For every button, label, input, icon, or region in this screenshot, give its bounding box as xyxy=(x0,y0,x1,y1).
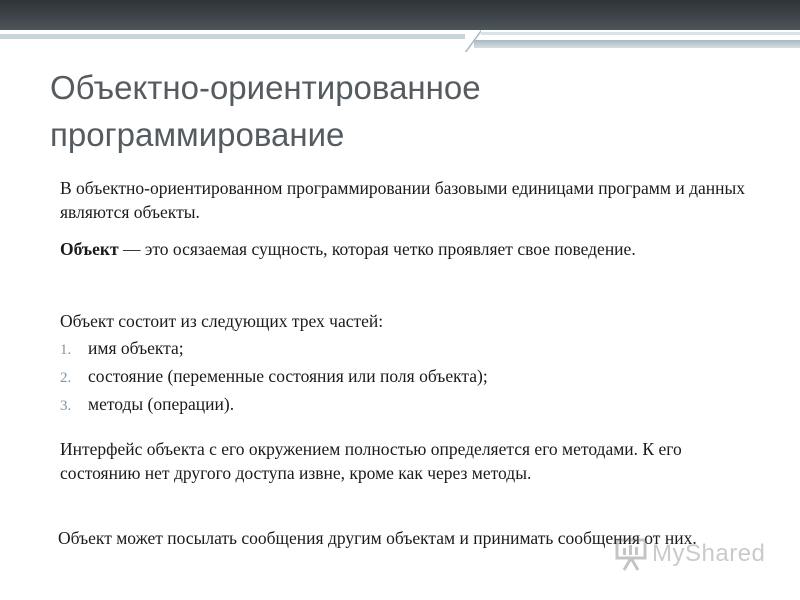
interface-paragraph: Интерфейс объекта с его окружением полностью определяется его методами. К его состоянию нет другого доступа извне, кроме как через методы. xyxy=(60,439,682,483)
list-number: 3. xyxy=(60,398,72,414)
list-item-text: состояние (переменные состояния или поля объекта); xyxy=(88,366,488,386)
list-item xyxy=(60,392,740,420)
definition-term: Объект xyxy=(60,239,119,259)
intro-paragraph: В объектно-ориентированном программировании базовыми единицами программ и данных являются объекты. xyxy=(60,178,745,222)
header-decoration-bar xyxy=(0,0,800,30)
parts-intro: Объект состоит из следующих трех частей: xyxy=(60,311,384,331)
list-item-text: методы (операции). xyxy=(88,394,235,414)
header-accent-line xyxy=(478,32,800,35)
header-right-stripe xyxy=(474,40,800,48)
definition-paragraph xyxy=(60,237,760,261)
definition-text: — это осязаемая сущность, которая четко проявляет свое поведение. xyxy=(118,239,636,259)
messages-paragraph: Объект может посылать сообщения другим объектам и принимать сообщения от них. xyxy=(58,528,697,548)
list-item-text: имя объекта; xyxy=(88,338,184,358)
list-number: 1. xyxy=(60,342,72,358)
watermark-text: MyShared xyxy=(652,540,766,567)
list-item xyxy=(60,336,740,364)
slide-title: Объектно-ориентированное программирование xyxy=(50,69,481,153)
list-number: 2. xyxy=(60,370,72,386)
header-left-stripe xyxy=(0,34,470,39)
parts-list xyxy=(60,336,740,420)
list-item xyxy=(60,364,740,392)
